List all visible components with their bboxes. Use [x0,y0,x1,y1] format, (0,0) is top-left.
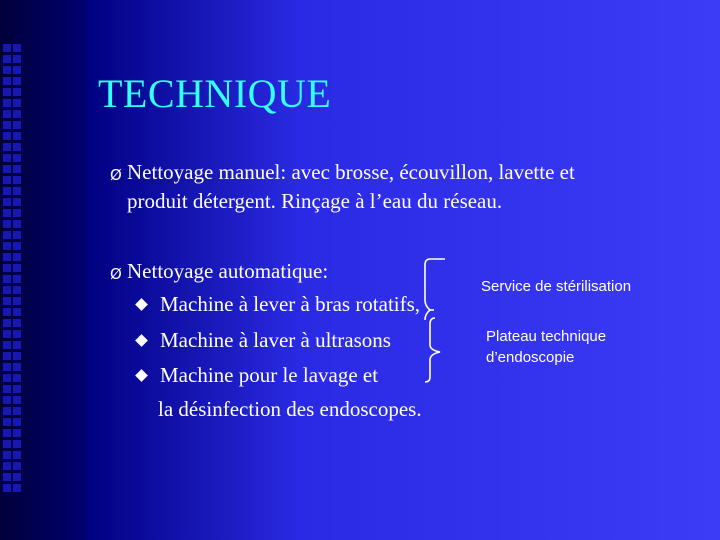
bracket-upper [425,259,445,320]
bullet-arrow-icon: Ø [110,265,122,283]
side-note-sterilisation: Service de stérilisation [481,278,632,295]
sub-item-2: Machine à laver à ultrasons [160,328,391,352]
side-note-endoscopie-line-1: Plateau technique [486,328,607,345]
sub-item-3-line-2: la désinfection des endoscopes. [158,397,422,421]
bracket-lower [425,318,440,382]
slide-title: TECHNIQUE [98,71,332,116]
bullet-2-line-1: Nettoyage automatique: [127,259,329,283]
bullet-arrow-icon: Ø [110,166,122,184]
bullet-1-line-1: Nettoyage manuel: avec brosse, écouvillon, lavette et [127,160,575,184]
side-note-endoscopie-line-2: d’endoscopie [486,349,575,366]
sub-item-3-line-1: Machine pour le lavage et [160,363,379,387]
sub-item-1: Machine à lever à bras rotatifs, [160,292,421,316]
bullet-1-line-2: produit détergent. Rinçage à l’eau du réseau. [127,189,503,213]
